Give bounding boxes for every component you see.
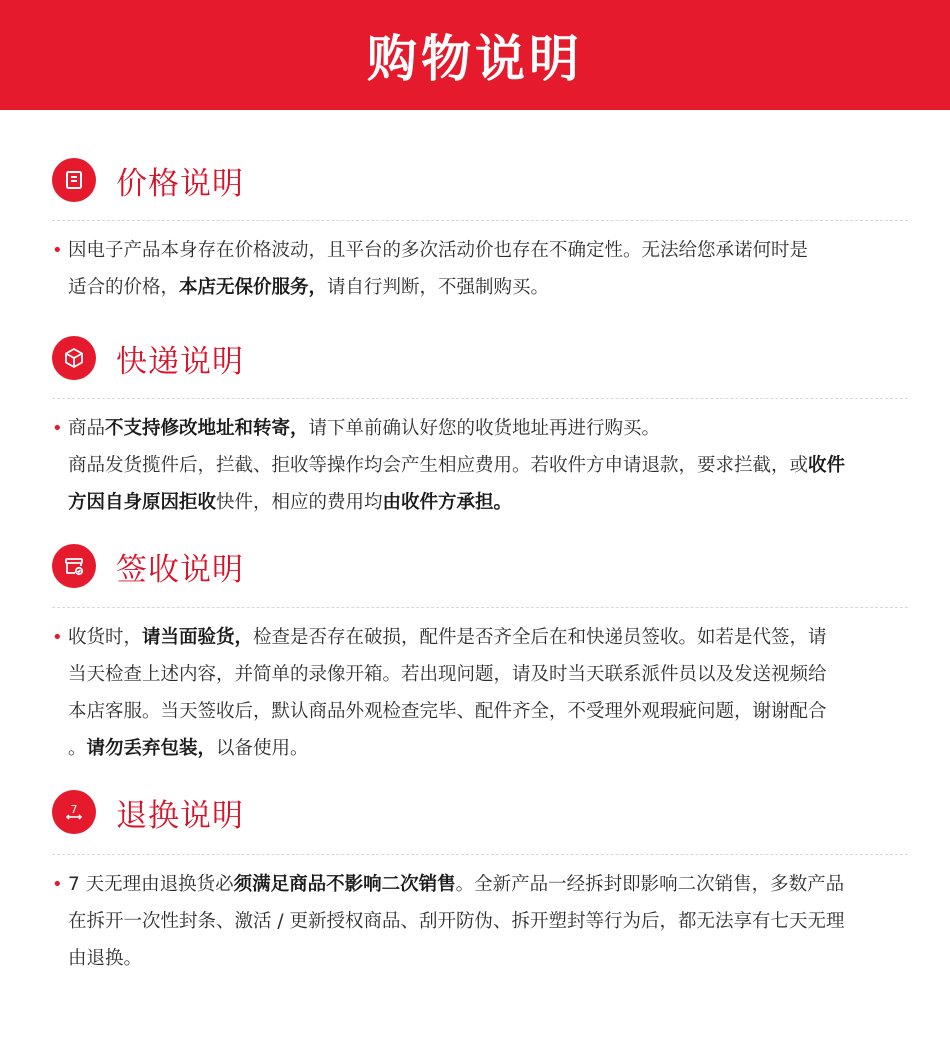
emphasis-text: 本店无保价服务， [179, 277, 328, 298]
text-line: 在拆开一次性封条、激活 / 更新授权商品、刮开防伪、拆开塑封等行为后，都无法享有七天无理 [68, 911, 845, 932]
package-icon [52, 336, 96, 380]
text-line: 因电子产品本身存在价格波动，且平台的多次活动价也存在不确定性。无法给您承诺何时是 [68, 240, 809, 261]
section-title: 快递说明 [116, 343, 244, 380]
svg-text:7: 7 [70, 803, 78, 816]
section-header [52, 336, 244, 380]
section-body [52, 410, 908, 521]
bullet: • [52, 874, 63, 895]
section-body [52, 619, 908, 767]
emphasis-text: 须满足商品不影响二次销售 [233, 874, 456, 895]
signing-icon [52, 544, 96, 588]
emphasis-text: 收件 [808, 455, 846, 476]
emphasis-text: 请当面验货， [142, 627, 254, 648]
emphasis-text: 由收件方承担。 [382, 492, 513, 513]
section-header [52, 544, 244, 588]
section-title: 签收说明 [116, 551, 244, 588]
divider [52, 220, 908, 221]
section-body [52, 232, 908, 306]
text-line: 方因自身原因拒收快件，相应的费用均由收件方承担。 [68, 492, 513, 513]
emphasis-text: 方因自身原因拒收 [68, 492, 217, 513]
text-line: 适合的价格，本店无保价服务，请自行判断，不强制购买。 [68, 277, 550, 298]
emphasis-text: 请勿丢弃包装， [86, 738, 217, 759]
document-icon [52, 158, 96, 202]
section-title: 价格说明 [116, 165, 244, 202]
text-line: 本店客服。当天签收后，默认商品外观检查完毕、配件齐全，不受理外观瑕疵问题，谢谢配合 [68, 701, 827, 722]
header-banner [0, 0, 950, 110]
section-header [52, 790, 244, 834]
text-line: 7 天无理由退换货必须满足商品不影响二次销售。全新产品一经拆封即影响二次销售，多数产品 [68, 874, 845, 895]
section-header [52, 158, 244, 202]
text-line: 收货时，请当面验货，检查是否存在破损，配件是否齐全后在和快递员签收。如若是代签，请 [68, 627, 827, 648]
text-line: 由退换。 [68, 948, 143, 969]
bullet: • [52, 240, 63, 261]
text-line: 。请勿丢弃包装，以备使用。 [68, 738, 309, 759]
page-title: 购物说明 [367, 30, 583, 88]
section-title: 退换说明 [116, 797, 244, 834]
divider [52, 398, 908, 399]
divider [52, 607, 908, 608]
seven-day-icon [52, 790, 96, 834]
section-body [52, 866, 908, 977]
emphasis-text: 不支持修改地址和转寄， [105, 418, 309, 439]
text-line: 商品发货揽件后，拦截、拒收等操作均会产生相应费用。若收件方申请退款，要求拦截，或收件 [68, 455, 846, 476]
divider [52, 854, 908, 855]
text-line: 当天检查上述内容，并简单的录像开箱。若出现问题，请及时当天联系派件员以及发送视频给 [68, 664, 827, 685]
bullet: • [52, 627, 63, 648]
text-line: 商品不支持修改地址和转寄，请下单前确认好您的收货地址再进行购买。 [68, 418, 661, 439]
bullet: • [52, 418, 63, 439]
